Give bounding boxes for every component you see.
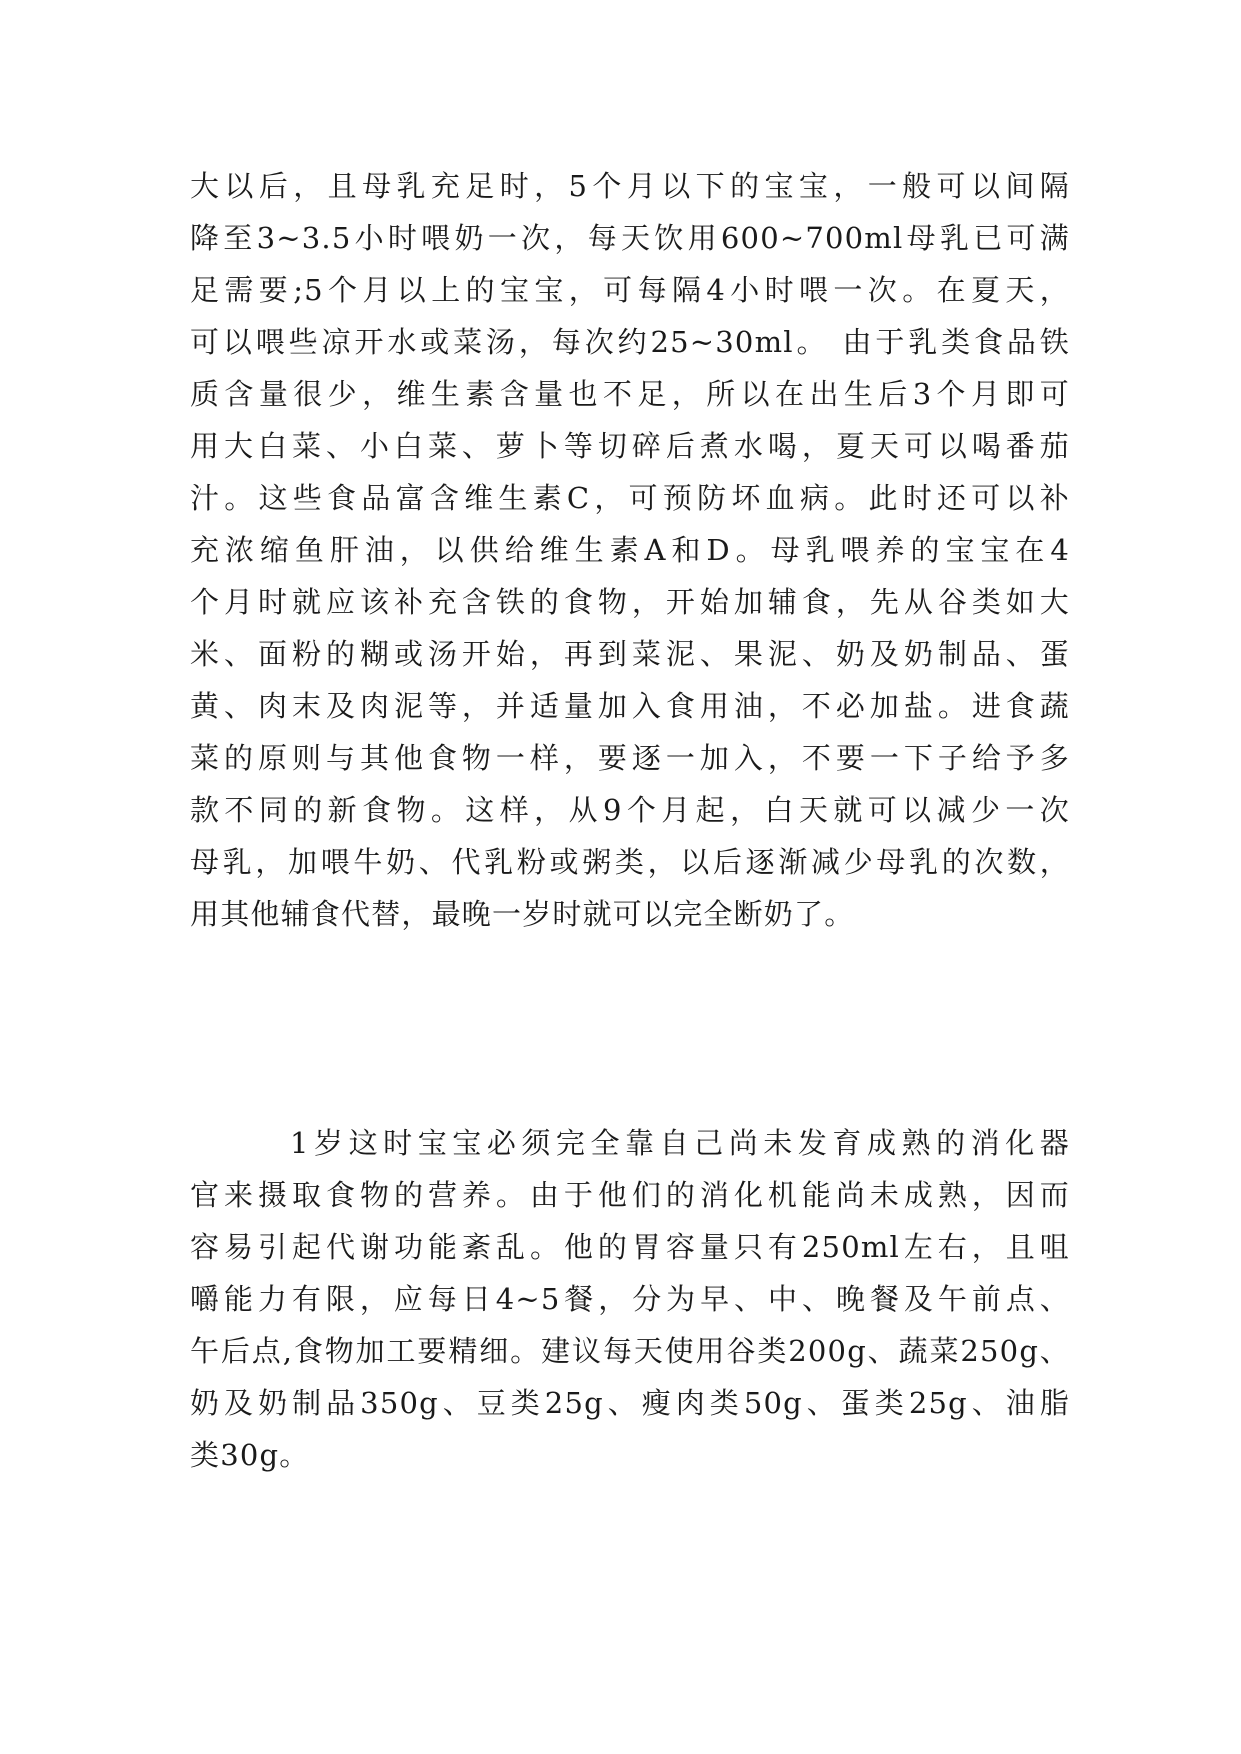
text-line: 米、面粉的糊或汤开始，再到菜泥、果泥、奶及奶制品、蛋 [190, 637, 1070, 671]
text-line: 质含量很少，维生素含量也不足，所以在出生后3个月即可 [190, 377, 1070, 411]
text-line: 用大白菜、小白菜、萝卜等切碎后煮水喝，夏天可以喝番茄 [190, 429, 1070, 463]
text-line: 1岁这时宝宝必须完全靠自己尚未发育成熟的消化器 [290, 1126, 1070, 1160]
text-line: 足需要;5个月以上的宝宝，可每隔4小时喂一次。在夏天， [190, 273, 1070, 307]
text-line: 降至3~3.5小时喂奶一次，每天饮用600~700ml母乳已可满 [190, 221, 1070, 255]
text-line: 款不同的新食物。这样，从9个月起，白天就可以减少一次 [190, 793, 1070, 827]
text-line: 类30g。 [190, 1438, 310, 1472]
text-line: 黄、肉末及肉泥等，并适量加入食用油，不必加盐。进食蔬 [190, 689, 1070, 723]
text-line: 充浓缩鱼肝油，以供给维生素A和D。母乳喂养的宝宝在4 [190, 533, 1070, 567]
text-line: 午后点,食物加工要精细。建议每天使用谷类200g、蔬菜250g、 [190, 1334, 1070, 1368]
text-line: 汁。这些食品富含维生素C，可预防坏血病。此时还可以补 [190, 481, 1070, 515]
text-line: 个月时就应该补充含铁的食物，开始加辅食，先从谷类如大 [190, 585, 1070, 619]
text-line: 可以喂些凉开水或菜汤，每次约25~30ml。 由于乳类食品铁 [190, 325, 1070, 359]
text-line: 用其他辅食代替，最晚一岁时就可以完全断奶了。 [190, 897, 855, 931]
paragraph-infant-feeding [190, 160, 1070, 940]
text-line: 菜的原则与其他食物一样，要逐一加入，不要一下子给予多 [190, 741, 1070, 775]
text-line: 母乳，加喂牛奶、代乳粉或粥类，以后逐渐减少母乳的次数， [190, 845, 1070, 879]
text-line: 大以后，且母乳充足时，5个月以下的宝宝，一般可以间隔 [190, 169, 1070, 203]
text-line: 嚼能力有限，应每日4~5餐，分为早、中、晚餐及午前点、 [190, 1282, 1070, 1316]
paragraph-one-year-old [190, 1117, 1070, 1481]
text-line: 官来摄取食物的营养。由于他们的消化机能尚未成熟，因而 [190, 1178, 1070, 1212]
text-line: 奶及奶制品350g、豆类25g、瘦肉类50g、蛋类25g、油脂 [190, 1386, 1070, 1420]
text-line: 容易引起代谢功能紊乱。他的胃容量只有250ml左右，且咀 [190, 1230, 1070, 1264]
